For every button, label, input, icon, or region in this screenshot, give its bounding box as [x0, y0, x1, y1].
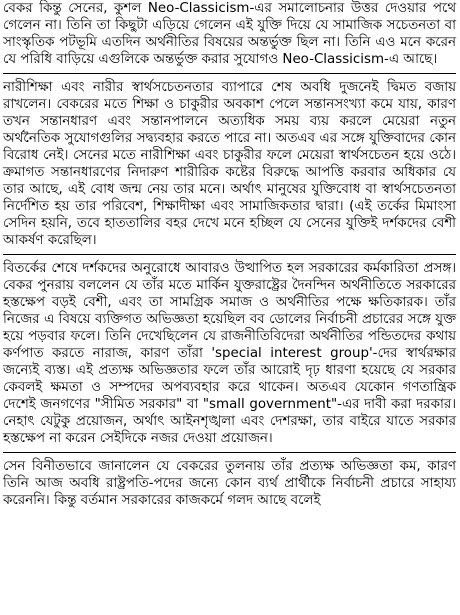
section-divider	[3, 73, 456, 74]
section-divider	[3, 254, 456, 255]
section-divider	[3, 452, 456, 453]
paragraph-sen-response: সেন বিনীতভাবে জানালেন যে বেকরের তুলনায় তাঁর প্রত্যক্ষ অভিজ্ঞতা কম, কারণ তিনি আজ অবধি রাষ্ট্রপতি-পদের জন্যে কোন ব্যর্থ প্রার্থীকে নির্বাচনী প্রচারে সাহায্য করেননি। কিন্তু বর্তমান সরকারের কাজকর্মে গলদ আছে বলেই	[3, 459, 456, 508]
paragraph-government-role: বিতর্কের শেষে দর্শকদের অনুরোধে আবারও উত্থাপিত হল সরকারের কর্মকারিতা প্রসঙ্গ। বেকর পুনরায় বললেন যে তাঁর মতে মার্কিন যুক্তরাষ্ট্রের দৈনন্দিন অর্থনীতিতে সরকারের হস্তক্ষেপ বড়ই বেশী, এবং তা সামগ্রিক সমাজ ও অর্থনীতির পক্ষে ক্ষতিকারক। তাঁর নিজের এ বিষয়ে ব্যক্তিগত অভিজ্ঞতা হয়েছিল বব ডোলের নির্বাচনী প্রচারের সঙ্গে যুক্ত হয়ে পড়বার ফলে। তিনি দেখেছিলেন যে রাজনীতিবিদেরা অর্থনীতির পন্ডিতদের কথায় কর্ণপাত করতে নারাজ, কারণ তাঁরা 'special interest group'-দের স্বার্থরক্ষার জন্যেই ব্যস্ত। এই প্রত্যক্ষ অভিজ্ঞতার ফলে তাঁর আরোই দৃঢ় ধারণা হয়েছে যে সরকার কেবলই ক্ষমতা ও সম্পদের অপব্যবহার করে থাকেন। অতএব যেকোন গণতান্ত্রিক দেশেই জনগণের "সীমিত সরকার" বা "small government"-এর দাবী করা দরকার। নেহাৎ যেটুকু প্রয়োজন, অর্থাৎ আইনশৃঙ্খলা এবং দেশরক্ষা, তার বাইরে যাতে সরকার হস্তক্ষেপ না করেন সেইদিকে নজর দেওয়া প্রয়োজন।	[3, 261, 456, 446]
paragraph-women-education: নারীশিক্ষা এবং নারীর স্বার্থসচেতনতার ব্যাপারে শেষ অবধি দুজনেই দ্বিমত বজায় রাখলেন। বেকরের মতে শিক্ষা ও চাকুরীর অবকাশ পেলে সন্তানসংখ্যা কমে যায়, কারণ তখন সন্তানধারণ এবং সন্তানপালনে অত্যধিক সময় ব্যয় করলে মেয়েরা নতুন অর্থনৈতিক সুযোগগুলির সদ্ব্যবহার করতে পারে না। অতএব এর সঙ্গে যুক্তিবাদের কোন বিরোধ নেই। সেনের মতে নারীশিক্ষা এবং চাকুরীর ফলে মেয়েরা স্বার্থসচেতন হয়ে ওঠে। ক্রমাগত সন্তানধারণের নিদারুণ শারীরিক কষ্টের বিরুদ্ধে আপত্তি করবার অধিকার যে তার আছে, এই বোধ জন্ম নেয় তার মনে। অর্থাৎ মানুষের যুক্তিবোধ বা স্বার্থসচেতনতা নির্দেশিত হয় তার পরিবেশ, শিক্ষাদীক্ষা এবং সামাজিকতার দ্বারা। (এই তর্কের মিমাংসা সেদিন হয়নি, তবে হাততালির বহর দেখে মনে হচ্ছিল যে সেনের যুক্তিই দর্শকদের বেশী আকর্ষণ করেছিল।	[3, 80, 456, 248]
paragraph-neo-classicism: বেকর কিন্তু সেনের, কুশল Neo-Classicism-এর সমালোচনার উত্তর দেওয়ার পথে গেলেন না। তিনি তা কিছুটা এড়িয়ে গেলেন এই যুক্তি দিয়ে যে সামাজিক সচেতনতা বা সাংস্কৃতিক পটভূমি এতদিন অর্থনীতির বিষয়ের অন্তর্ভুক্ত ছিল না। তিনি এও মনে করেন যে পরিধি বাড়িয়ে এগুলিকে অন্তর্ভুক্ত করার সুযোগও Neo-Classicism-এ আছে।	[3, 1, 456, 67]
